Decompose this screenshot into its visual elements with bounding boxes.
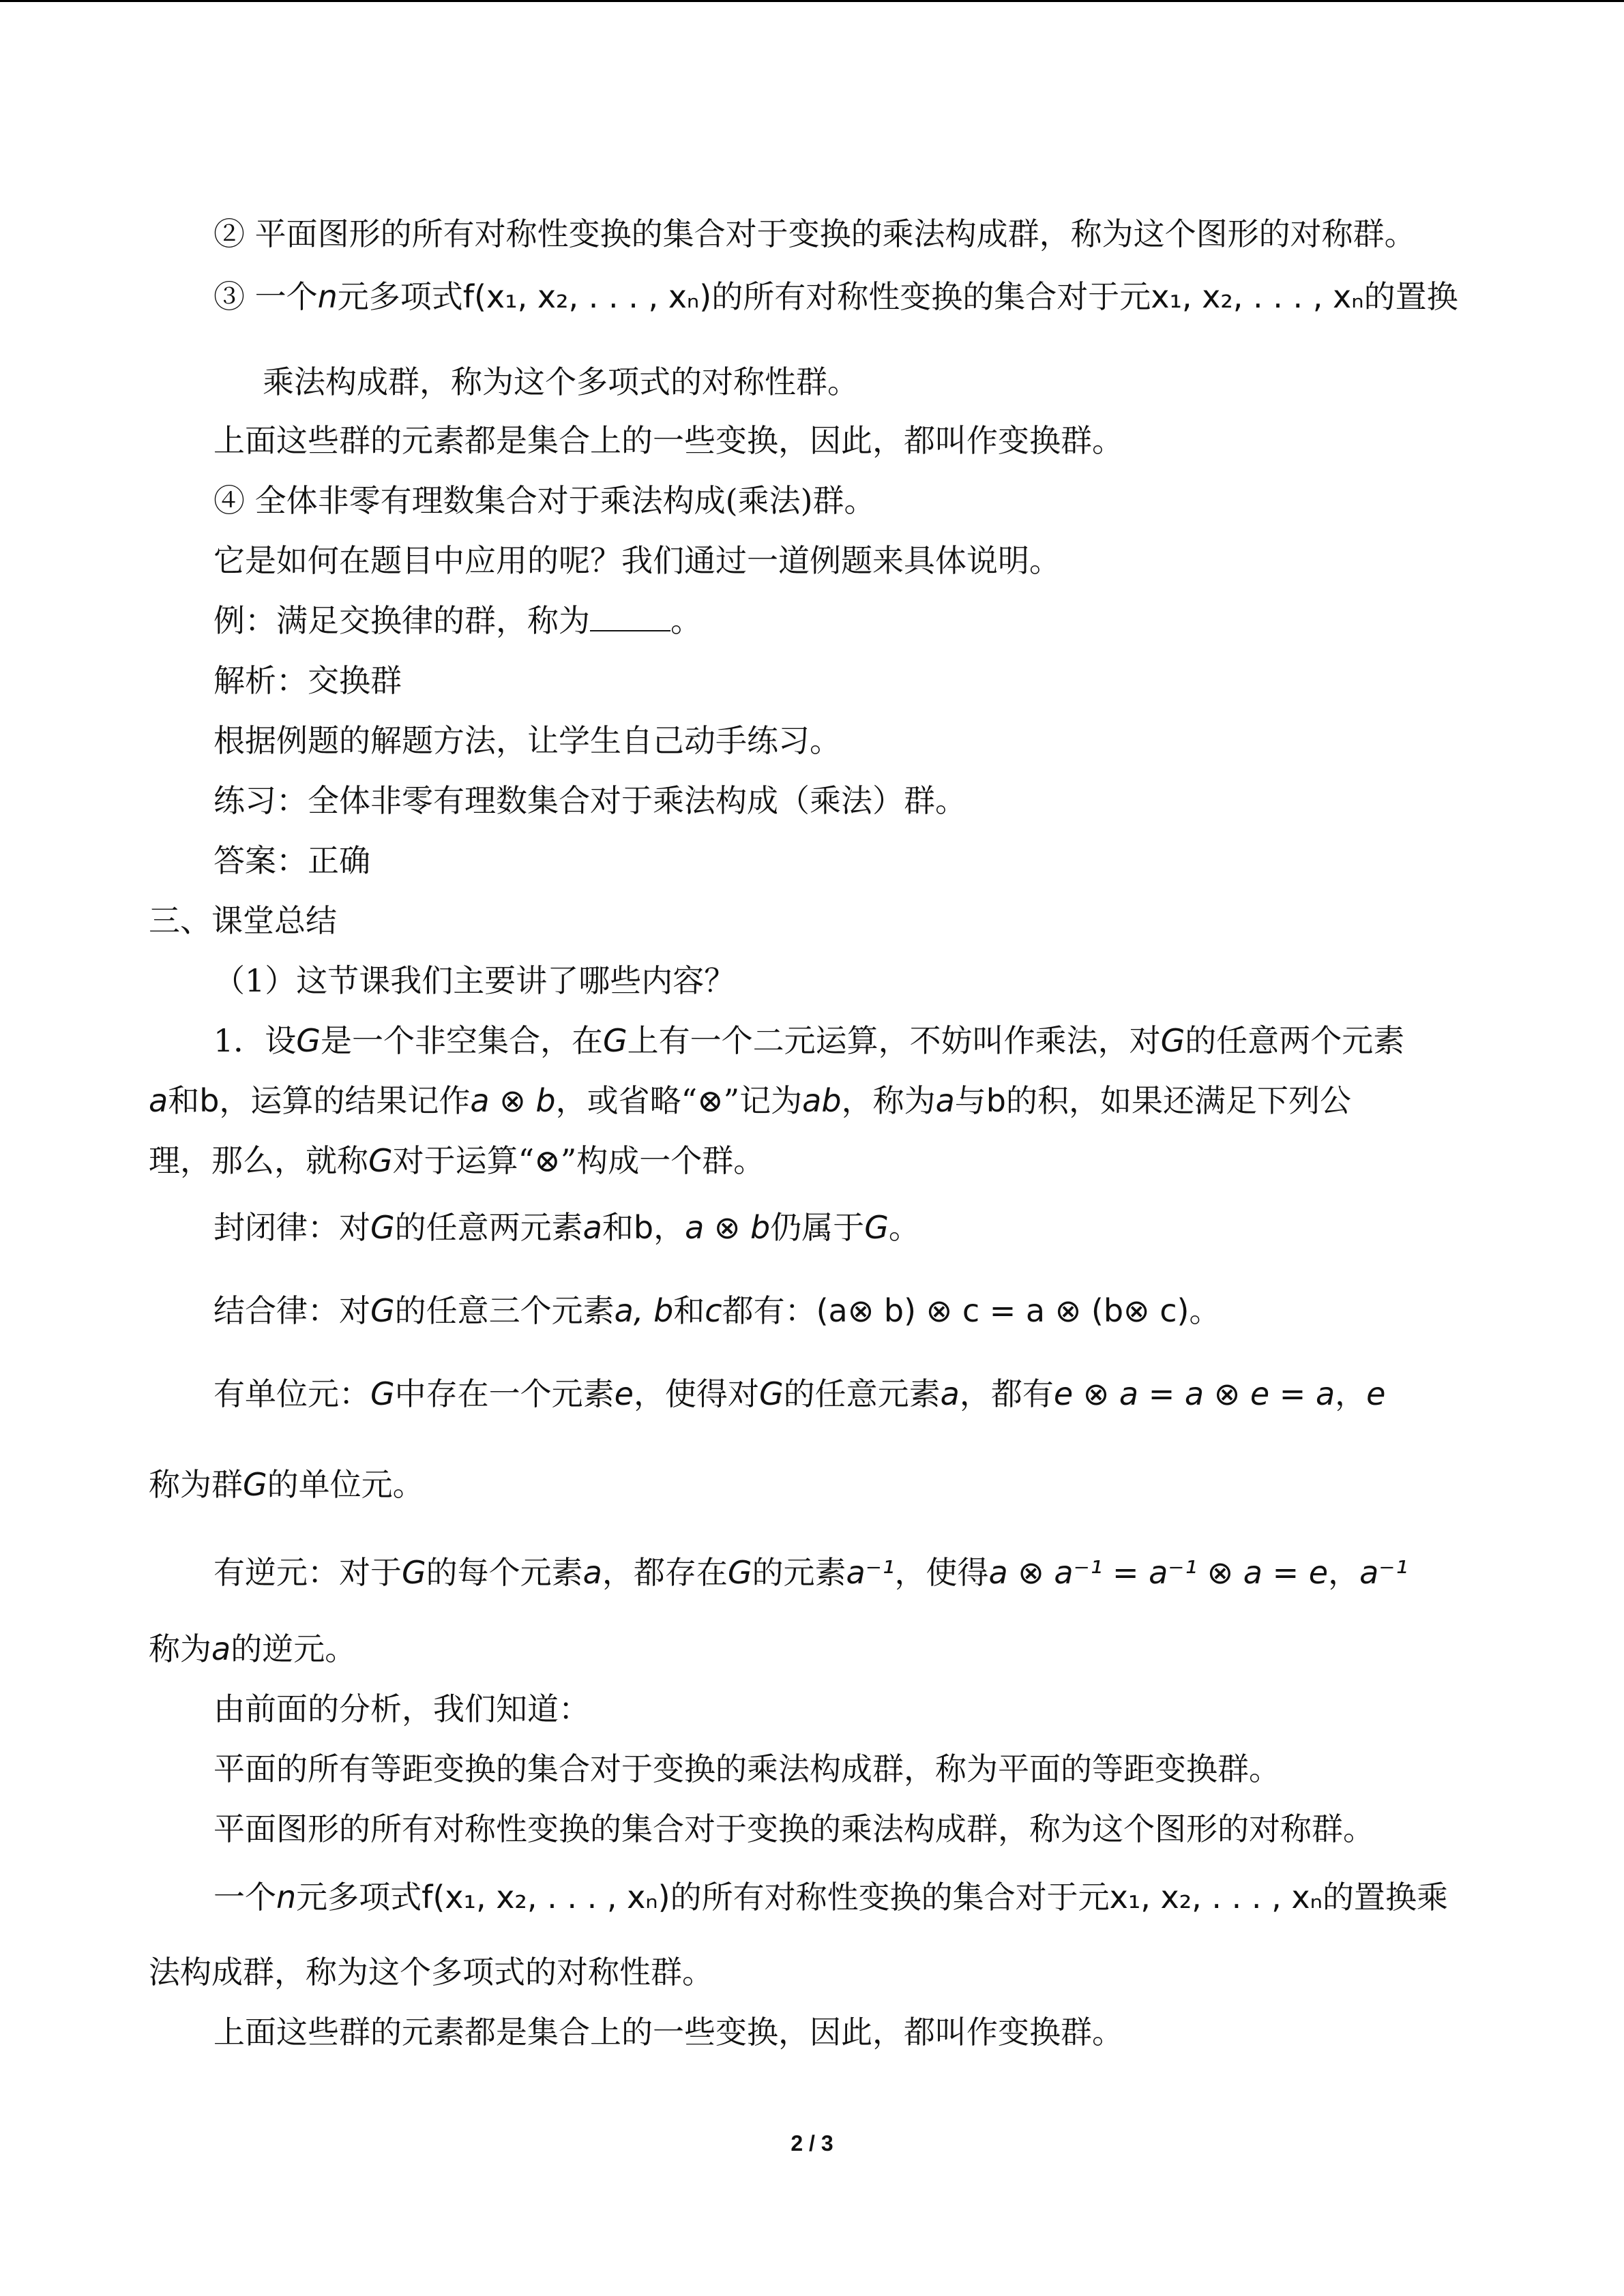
text: 元多项式 [337, 278, 463, 315]
text: 都有： [722, 1292, 816, 1329]
math-var: G [1160, 1022, 1185, 1059]
math-expression: x₁, x₂, . . . , xₙ [1109, 1879, 1323, 1915]
text: 的任意三个元素 [394, 1292, 615, 1329]
text: ③ 一个 [213, 278, 318, 315]
text: ， [1335, 1375, 1367, 1412]
text: 元多项式 [296, 1879, 422, 1915]
math-var: a [149, 1082, 168, 1119]
math-expression: (a⊗ b) ⊗ c = a ⊗ (b⊗ c) [816, 1292, 1190, 1329]
math-expression: a⁻¹ [846, 1554, 895, 1591]
text: 由前面的分析，我们知道： [213, 1690, 590, 1727]
paragraph-line [213, 840, 370, 881]
math-expression: a ⊗ a⁻¹ = a⁻¹ ⊗ a = e [988, 1554, 1329, 1591]
text: 称为 [149, 1630, 211, 1667]
text: 的逆元。 [231, 1630, 357, 1667]
paragraph-line [213, 540, 1061, 581]
text: ，都存在 [602, 1554, 728, 1591]
math-expression: e ⊗ a = a ⊗ e = a [1053, 1375, 1335, 1412]
math-var: G [602, 1022, 628, 1059]
text: 的置换乘 [1322, 1879, 1448, 1915]
text: ，运算的结果记作 [219, 1082, 471, 1119]
text: ， [653, 1209, 685, 1246]
math-var: G [243, 1466, 267, 1503]
paragraph-line [213, 480, 876, 521]
text: 封闭律：对 [213, 1209, 370, 1246]
text: 上面这些群的元素都是集合上的一些变换，因此，都叫作变换群。 [213, 2014, 1123, 2051]
text: 。 [670, 602, 702, 639]
text: 的单位元。 [267, 1466, 424, 1503]
text: ，或省略“⊗”记为 [555, 1082, 803, 1119]
text: 的每个元素 [426, 1554, 583, 1591]
math-var: a [935, 1082, 955, 1119]
text: 1．设 [213, 1022, 297, 1059]
math-var: G [368, 1142, 393, 1179]
math-var: n [276, 1879, 297, 1915]
paragraph-line [149, 1140, 765, 1181]
paragraph-line [213, 1290, 1220, 1331]
text: 和 [168, 1082, 200, 1119]
text: ，称为 [841, 1082, 936, 1119]
paragraph-line [213, 960, 735, 1001]
math-var: G [370, 1209, 395, 1246]
text: 的积，如果还满足下列公 [1005, 1082, 1351, 1119]
paragraph-line [149, 1464, 424, 1505]
paragraph-line [213, 1207, 920, 1248]
math-var: e [614, 1375, 634, 1412]
text: ，使得 [894, 1554, 989, 1591]
math-var: ab [802, 1082, 842, 1119]
text: 的所有对称性变换的集合对于元 [670, 1879, 1110, 1915]
text: 平面的所有等距变换的集合对于变换的乘法构成群，称为平面的等距变换群。 [213, 1750, 1280, 1787]
paragraph-line [213, 660, 402, 701]
paragraph-line [263, 361, 859, 402]
text: 与 [954, 1082, 986, 1119]
text: 根据例题的解题方法，让学生自己动手练习。 [213, 722, 841, 759]
text: 上有一个二元运算，不妨叫作乘法，对 [627, 1022, 1161, 1059]
text: （1）这节课我们主要讲了哪些内容？ [213, 962, 736, 999]
math-var: G [370, 1375, 395, 1412]
math-var: a [582, 1554, 602, 1591]
text: 称为群 [149, 1466, 243, 1503]
math-expression: a⁻¹ [1359, 1554, 1408, 1591]
text: 。 [1189, 1292, 1221, 1329]
math-var: c [705, 1292, 722, 1329]
text: 有逆元：对于 [213, 1554, 402, 1591]
paragraph-line [213, 720, 841, 761]
math-var: G [758, 1375, 784, 1412]
paragraph-line [213, 780, 966, 821]
math-expression: a ⊗ b [685, 1209, 771, 1246]
math-var: b [633, 1209, 654, 1246]
text: 平面图形的所有对称性变换的集合对于变换的乘法构成群，称为这个图形的对称群。 [213, 1810, 1374, 1847]
math-var: G [864, 1209, 889, 1246]
paragraph-line [213, 1877, 1448, 1918]
text: 答案：正确 [213, 842, 370, 879]
math-expression: a, b [614, 1292, 674, 1329]
text: 乘法构成群，称为这个多项式的对称性群。 [263, 363, 859, 400]
text: 一个 [213, 1879, 276, 1915]
math-var: a [582, 1209, 602, 1246]
math-var: b [199, 1082, 220, 1119]
paragraph-line [149, 1080, 1351, 1121]
paragraph-line [213, 1808, 1374, 1849]
math-var: G [370, 1292, 395, 1329]
paragraph-line [213, 1373, 1385, 1414]
text: 解析：交换群 [213, 662, 402, 699]
text: 结合律：对 [213, 1292, 370, 1329]
paragraph-line [149, 1952, 713, 1993]
text: 上面这些群的元素都是集合上的一些变换，因此，都叫作变换群。 [213, 422, 1123, 459]
text: ④ 全体非零有理数集合对于乘法构成(乘法)群。 [213, 482, 876, 519]
text: 和 [602, 1209, 634, 1246]
section-heading [149, 900, 337, 941]
math-var: n [317, 278, 338, 315]
text: 法构成群，称为这个多项式的对称性群。 [149, 1954, 713, 1991]
text: 的任意元素 [783, 1375, 941, 1412]
math-var: b [986, 1082, 1006, 1119]
answer-blank [590, 600, 670, 631]
math-var: G [727, 1554, 752, 1591]
text: 对于运算“⊗”构成一个群。 [392, 1142, 765, 1179]
paragraph-line [149, 1628, 356, 1669]
math-expression: x₁, x₂, . . . , xₙ [1151, 278, 1364, 315]
text: 和 [673, 1292, 705, 1329]
text: 是一个非空集合，在 [320, 1022, 603, 1059]
text: 三、课堂总结 [149, 902, 337, 939]
math-expression: f(x₁, x₂, . . . , xₙ) [462, 278, 712, 315]
text: 的置换 [1363, 278, 1458, 315]
text: 练习：全体非零有理数集合对于乘法构成（乘法）群。 [213, 782, 966, 819]
text: ② 平面图形的所有对称性变换的集合对于变换的乘法构成群，称为这个图形的对称群。 [213, 215, 1416, 252]
paragraph-line [213, 1020, 1404, 1061]
paragraph-line [213, 420, 1123, 461]
paragraph-line [213, 1688, 590, 1729]
text: 理，那么，就称 [149, 1142, 368, 1179]
text: 的任意两元素 [394, 1209, 583, 1246]
text: 。 [888, 1209, 920, 1246]
page-number: 2 / 3 [791, 2131, 833, 2156]
text: 例：满足交换律的群，称为 [213, 602, 590, 639]
text: 仍属于 [770, 1209, 865, 1246]
math-var: G [402, 1554, 426, 1591]
text: ，使得对 [633, 1375, 759, 1412]
text: 它是如何在题目中应用的呢？我们通过一道例题来具体说明。 [213, 542, 1061, 579]
text: 的元素 [752, 1554, 846, 1591]
math-var: G [296, 1022, 321, 1059]
text: 的任意两个元素 [1185, 1022, 1405, 1059]
paragraph-line [213, 213, 1416, 254]
text: 的所有对称性变换的集合对于元 [711, 278, 1151, 315]
math-var: a [211, 1630, 231, 1667]
text: 有单位元： [213, 1375, 370, 1412]
text: ，都有 [959, 1375, 1054, 1412]
paragraph-line [213, 1748, 1280, 1789]
paragraph-line [213, 276, 1458, 317]
paragraph-line [213, 600, 702, 641]
paragraph-line [213, 2012, 1123, 2053]
math-var: e [1366, 1375, 1386, 1412]
math-var: a [940, 1375, 960, 1412]
paragraph-line [213, 1552, 1408, 1593]
math-expression: f(x₁, x₂, . . . , xₙ) [422, 1879, 670, 1915]
text: ， [1328, 1554, 1360, 1591]
math-expression: a ⊗ b [470, 1082, 556, 1119]
text: 中存在一个元素 [394, 1375, 615, 1412]
